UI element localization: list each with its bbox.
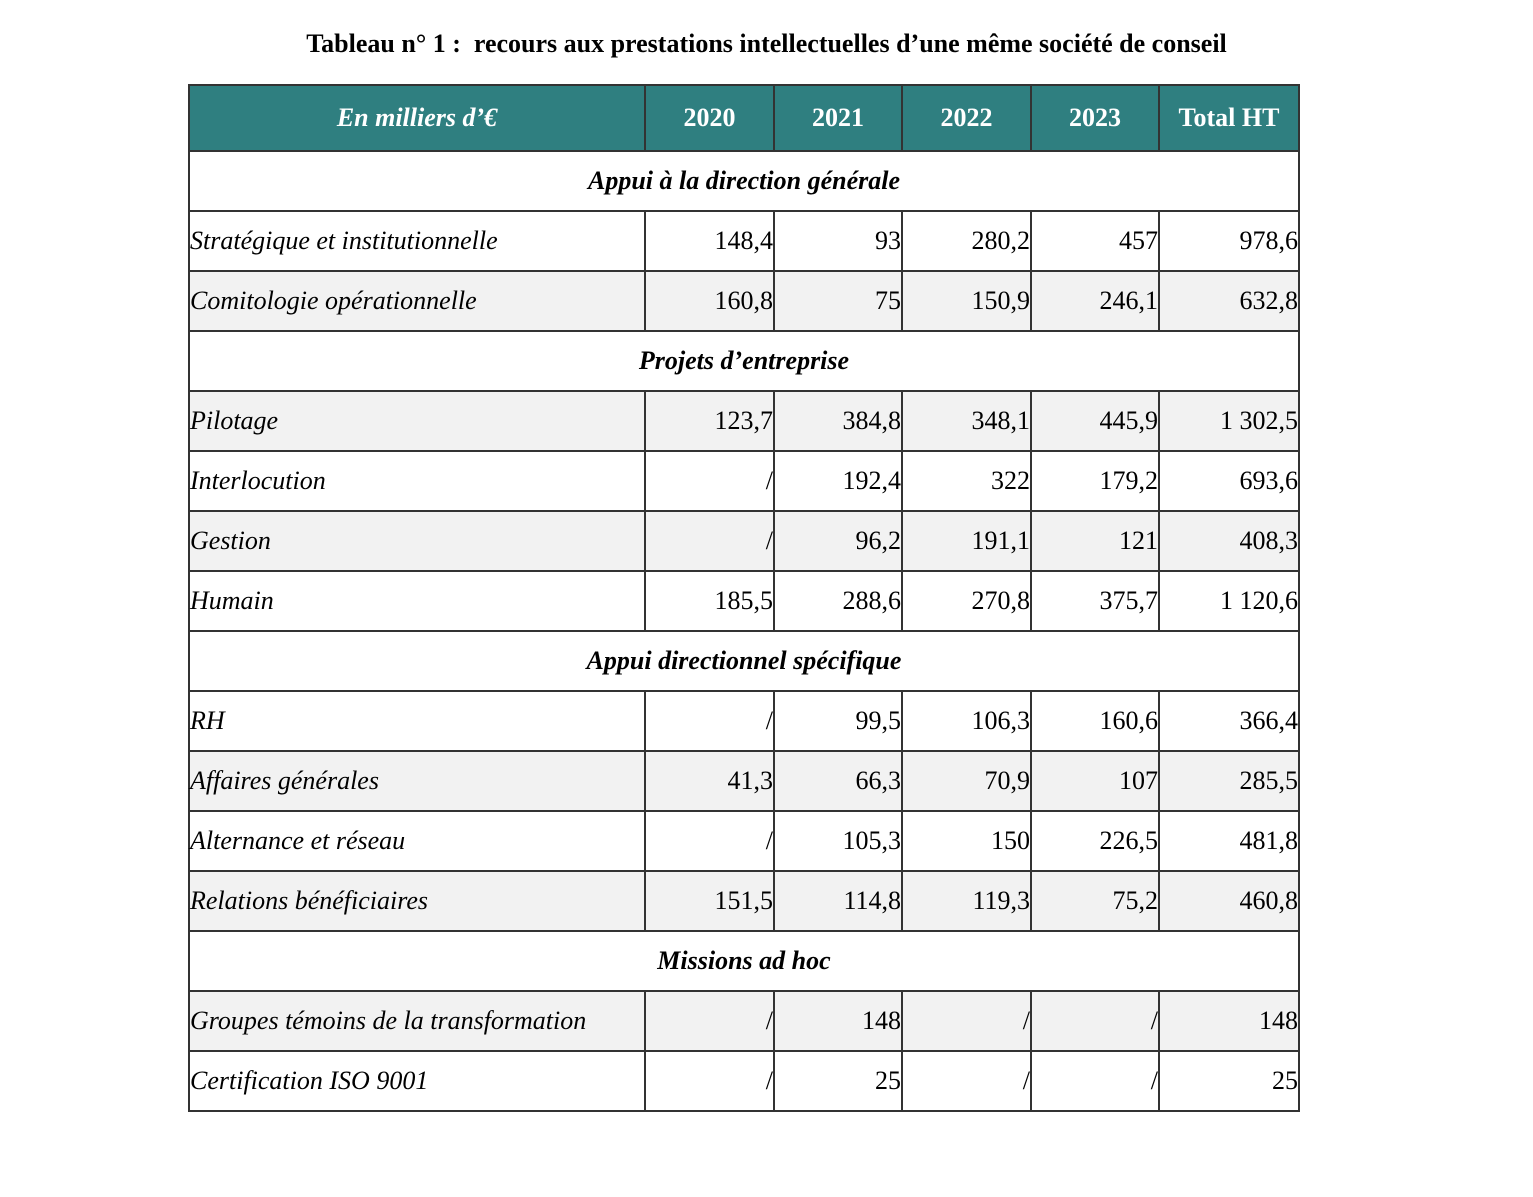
cell-2021: 75	[774, 271, 902, 331]
cell-2023: 107	[1031, 751, 1159, 811]
cell-2023: 226,5	[1031, 811, 1159, 871]
section-row	[189, 151, 1299, 211]
cell-total: 148	[1159, 991, 1299, 1051]
table-row	[189, 451, 1299, 511]
cell-2023: 75,2	[1031, 871, 1159, 931]
cell-total: 25	[1159, 1051, 1299, 1111]
cell-2023: 160,6	[1031, 691, 1159, 751]
cell-2020: /	[645, 811, 774, 871]
row-label: Stratégique et institutionnelle	[189, 211, 645, 271]
row-label: Gestion	[189, 511, 645, 571]
table-row	[189, 511, 1299, 571]
row-label: RH	[189, 691, 645, 751]
section-heading: Missions ad hoc	[189, 931, 1299, 991]
table-row	[189, 571, 1299, 631]
cell-2020: 160,8	[645, 271, 774, 331]
section-row	[189, 331, 1299, 391]
cell-2022: 70,9	[902, 751, 1031, 811]
header-total: Total HT	[1159, 85, 1299, 151]
cell-2022: 119,3	[902, 871, 1031, 931]
cell-2021: 93	[774, 211, 902, 271]
section-heading: Projets d’entreprise	[189, 331, 1299, 391]
section-heading: Appui directionnel spécifique	[189, 631, 1299, 691]
table-row	[189, 1051, 1299, 1111]
cell-2021: 99,5	[774, 691, 902, 751]
table-row	[189, 271, 1299, 331]
cell-2022: /	[902, 991, 1031, 1051]
table-row	[189, 811, 1299, 871]
cell-total: 366,4	[1159, 691, 1299, 751]
cell-total: 978,6	[1159, 211, 1299, 271]
cell-2023: 246,1	[1031, 271, 1159, 331]
cell-2020: 123,7	[645, 391, 774, 451]
cell-2021: 66,3	[774, 751, 902, 811]
cell-2021: 114,8	[774, 871, 902, 931]
cell-2023: 375,7	[1031, 571, 1159, 631]
cell-total: 481,8	[1159, 811, 1299, 871]
cell-total: 1 120,6	[1159, 571, 1299, 631]
cell-2022: 150	[902, 811, 1031, 871]
row-label: Pilotage	[189, 391, 645, 451]
header-2020: 2020	[645, 85, 774, 151]
section-row	[189, 631, 1299, 691]
cell-total: 460,8	[1159, 871, 1299, 931]
row-label: Affaires générales	[189, 751, 645, 811]
consulting-services-table	[188, 84, 1300, 1112]
header-2021: 2021	[774, 85, 902, 151]
table-row	[189, 211, 1299, 271]
cell-2021: 105,3	[774, 811, 902, 871]
table-row	[189, 751, 1299, 811]
header-2023: 2023	[1031, 85, 1159, 151]
cell-2020: /	[645, 991, 774, 1051]
cell-2022: 322	[902, 451, 1031, 511]
cell-2022: /	[902, 1051, 1031, 1111]
cell-2020: 148,4	[645, 211, 774, 271]
cell-total: 693,6	[1159, 451, 1299, 511]
cell-2021: 148	[774, 991, 902, 1051]
cell-2022: 150,9	[902, 271, 1031, 331]
cell-2022: 280,2	[902, 211, 1031, 271]
row-label: Comitologie opérationnelle	[189, 271, 645, 331]
row-label: Humain	[189, 571, 645, 631]
cell-2021: 96,2	[774, 511, 902, 571]
section-row	[189, 931, 1299, 991]
header-unit: En milliers d’€	[189, 85, 645, 151]
cell-2020: /	[645, 691, 774, 751]
cell-2021: 384,8	[774, 391, 902, 451]
cell-2021: 25	[774, 1051, 902, 1111]
cell-2022: 191,1	[902, 511, 1031, 571]
cell-2023: 445,9	[1031, 391, 1159, 451]
cell-2022: 348,1	[902, 391, 1031, 451]
row-label: Groupes témoins de la transformation	[189, 991, 645, 1051]
table-title: Tableau n° 1 : recours aux prestations intellectuelles d’une même société de conseil	[306, 29, 1227, 58]
table-row	[189, 391, 1299, 451]
row-label: Interlocution	[189, 451, 645, 511]
cell-2022: 106,3	[902, 691, 1031, 751]
cell-2020: /	[645, 511, 774, 571]
cell-total: 632,8	[1159, 271, 1299, 331]
cell-2023: 121	[1031, 511, 1159, 571]
cell-total: 408,3	[1159, 511, 1299, 571]
cell-2023: /	[1031, 1051, 1159, 1111]
table-row	[189, 691, 1299, 751]
table-row	[189, 991, 1299, 1051]
cell-2020: /	[645, 451, 774, 511]
section-heading: Appui à la direction générale	[189, 151, 1299, 211]
cell-2020: 185,5	[645, 571, 774, 631]
cell-total: 1 302,5	[1159, 391, 1299, 451]
cell-2023: 457	[1031, 211, 1159, 271]
header-row	[189, 85, 1299, 151]
cell-2023: /	[1031, 991, 1159, 1051]
cell-2020: 151,5	[645, 871, 774, 931]
cell-2022: 270,8	[902, 571, 1031, 631]
row-label: Alternance et réseau	[189, 811, 645, 871]
cell-total: 285,5	[1159, 751, 1299, 811]
cell-2021: 192,4	[774, 451, 902, 511]
cell-2020: 41,3	[645, 751, 774, 811]
cell-2021: 288,6	[774, 571, 902, 631]
row-label: Certification ISO 9001	[189, 1051, 645, 1111]
cell-2020: /	[645, 1051, 774, 1111]
table-row	[189, 871, 1299, 931]
row-label: Relations bénéficiaires	[189, 871, 645, 931]
cell-2023: 179,2	[1031, 451, 1159, 511]
header-2022: 2022	[902, 85, 1031, 151]
